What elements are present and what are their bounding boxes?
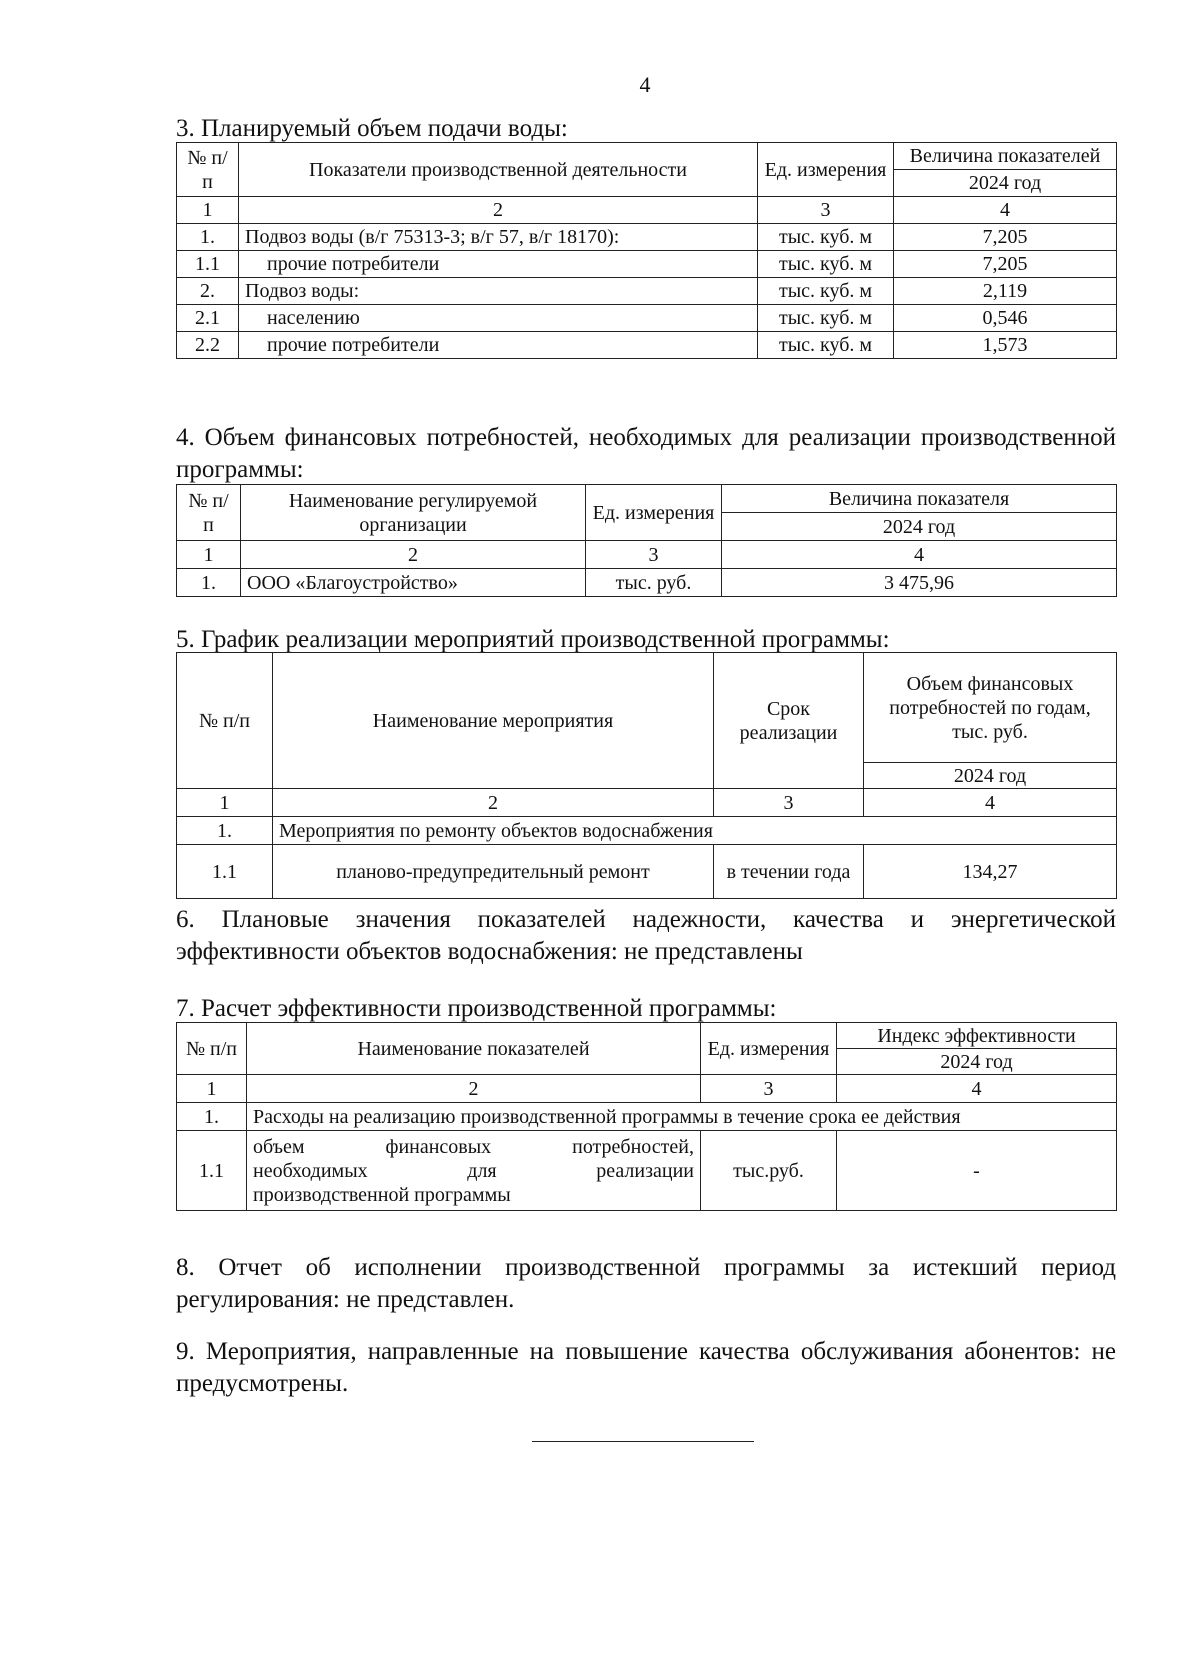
header-term: Срок реализации xyxy=(714,653,864,789)
col-num-3: 3 xyxy=(586,541,722,569)
col-num-1: 1 xyxy=(177,1075,247,1103)
row-num: 1. xyxy=(177,224,239,251)
row-name: ООО «Благоустройство» xyxy=(241,569,586,597)
row-value: 134,27 xyxy=(864,845,1117,899)
table-row xyxy=(177,251,1117,278)
header-year: 2024 год xyxy=(864,763,1117,789)
section-5-title: 5. График реализации мероприятий производственной программы: xyxy=(176,626,890,653)
section-7-title: 7. Расчет эффективности производственной программы: xyxy=(176,995,777,1022)
section-4-title-text: 4. Объем финансовых потребностей, необходимых для реализации производственной программы: xyxy=(176,424,1116,483)
section-6-text: 6. Плановые значения показателей надежности, качества и энергетической эффективности объектов водоснабжения: не представлены xyxy=(176,906,1116,965)
col-num-4: 4 xyxy=(722,541,1117,569)
row-unit: тыс. куб. м xyxy=(758,251,894,278)
row-value: 1,573 xyxy=(894,332,1117,359)
col-num-1: 1 xyxy=(177,789,273,817)
row-value: 2,119 xyxy=(894,278,1117,305)
col-num-4: 4 xyxy=(894,197,1117,224)
header-year: 2024 год xyxy=(837,1049,1117,1075)
table-row xyxy=(177,1131,1117,1211)
header-value: Величина показателя xyxy=(722,485,1117,513)
row-unit: тыс. руб. xyxy=(586,569,722,597)
table-row xyxy=(177,569,1117,597)
efficiency-table xyxy=(176,1022,1117,1211)
row-name-line-2: необходимых для реализации xyxy=(253,1159,694,1182)
header-num: № п/п xyxy=(177,143,239,197)
section-3-title: 3. Планируемый объем подачи воды: xyxy=(176,115,568,142)
column-number-row xyxy=(177,197,1117,224)
col-num-2: 2 xyxy=(241,541,586,569)
header-measure: Наименование мероприятия xyxy=(273,653,714,789)
row-name: прочие потребители xyxy=(239,332,758,359)
table-row xyxy=(177,305,1117,332)
row-name-line-1: объем финансовых потребностей, xyxy=(253,1135,694,1158)
col-num-4: 4 xyxy=(864,789,1117,817)
row-name: планово-предупредительный ремонт xyxy=(273,845,714,899)
row-name: прочие потребители xyxy=(239,251,758,278)
row-num: 1.1 xyxy=(177,251,239,278)
col-num-1: 1 xyxy=(177,541,241,569)
table-row xyxy=(177,332,1117,359)
row-name xyxy=(247,1131,701,1211)
row-num: 1. xyxy=(177,569,241,597)
group-row xyxy=(177,1103,1117,1131)
section-8-text: 8. Отчет об исполнении производственной программы за истекший период регулирования: не представлен. xyxy=(176,1254,1116,1313)
row-unit: тыс. куб. м xyxy=(758,305,894,332)
page-number: 4 xyxy=(639,72,651,97)
row-unit: тыс. куб. м xyxy=(758,278,894,305)
header-num: № п/п xyxy=(177,485,241,541)
water-supply-table xyxy=(176,142,1117,359)
row-term: в течении года xyxy=(714,845,864,899)
header-year: 2024 год xyxy=(894,170,1117,197)
header-indicator: Показатели производственной деятельности xyxy=(239,143,758,197)
col-num-2: 2 xyxy=(273,789,714,817)
group-num: 1. xyxy=(177,1103,247,1131)
column-number-row xyxy=(177,789,1117,817)
col-num-4: 4 xyxy=(837,1075,1117,1103)
row-name: Подвоз воды: xyxy=(239,278,758,305)
column-number-row xyxy=(177,541,1117,569)
header-unit: Ед. измерения xyxy=(758,143,894,197)
separator-line xyxy=(532,1441,754,1442)
row-value: 3 475,96 xyxy=(722,569,1117,597)
row-num: 2.2 xyxy=(177,332,239,359)
row-value: 7,205 xyxy=(894,251,1117,278)
col-num-3: 3 xyxy=(714,789,864,817)
row-unit: тыс.руб. xyxy=(701,1131,837,1211)
header-value: Величина показателей xyxy=(894,143,1117,170)
table-row xyxy=(177,224,1117,251)
row-name-line-3: производственной программы xyxy=(253,1183,511,1206)
header-num: № п/п xyxy=(177,1023,247,1075)
col-num-3: 3 xyxy=(758,197,894,224)
section-9-text: 9. Мероприятия, направленные на повышение качества обслуживания абонентов: не предусмотрены. xyxy=(176,1338,1116,1397)
col-num-1: 1 xyxy=(177,197,239,224)
row-unit: тыс. куб. м xyxy=(758,224,894,251)
table-row xyxy=(177,845,1117,899)
header-unit: Ед. измерения xyxy=(586,485,722,541)
row-value: 0,546 xyxy=(894,305,1117,332)
table-row xyxy=(177,278,1117,305)
header-indicators: Наименование показателей xyxy=(247,1023,701,1075)
group-row xyxy=(177,817,1117,845)
col-num-2: 2 xyxy=(239,197,758,224)
col-num-2: 2 xyxy=(247,1075,701,1103)
col-num-3: 3 xyxy=(701,1075,837,1103)
header-unit: Ед. измерения xyxy=(701,1023,837,1075)
section-4-title xyxy=(176,422,1116,486)
row-unit: тыс. куб. м xyxy=(758,332,894,359)
row-name: Подвоз воды (в/г 75313-3; в/г 57, в/г 18170): xyxy=(239,224,758,251)
row-value: - xyxy=(837,1131,1117,1211)
schedule-table xyxy=(176,652,1117,899)
row-name: населению xyxy=(239,305,758,332)
column-number-row xyxy=(177,1075,1117,1103)
header-value: Объем финансовых потребностей по годам, тыс. руб. xyxy=(864,653,1117,763)
group-num: 1. xyxy=(177,817,273,845)
row-value: 7,205 xyxy=(894,224,1117,251)
group-name: Расходы на реализацию производственной программы в течение срока ее действия xyxy=(247,1103,1117,1131)
header-num: № п/п xyxy=(177,653,273,789)
group-name: Мероприятия по ремонту объектов водоснабжения xyxy=(273,817,1117,845)
header-year: 2024 год xyxy=(722,513,1117,541)
row-num: 1.1 xyxy=(177,1131,247,1211)
row-num: 1.1 xyxy=(177,845,273,899)
row-num: 2. xyxy=(177,278,239,305)
financial-needs-table xyxy=(176,484,1117,597)
header-organization: Наименование регулируемой организации xyxy=(241,485,586,541)
header-value: Индекс эффективности xyxy=(837,1023,1117,1049)
row-num: 2.1 xyxy=(177,305,239,332)
